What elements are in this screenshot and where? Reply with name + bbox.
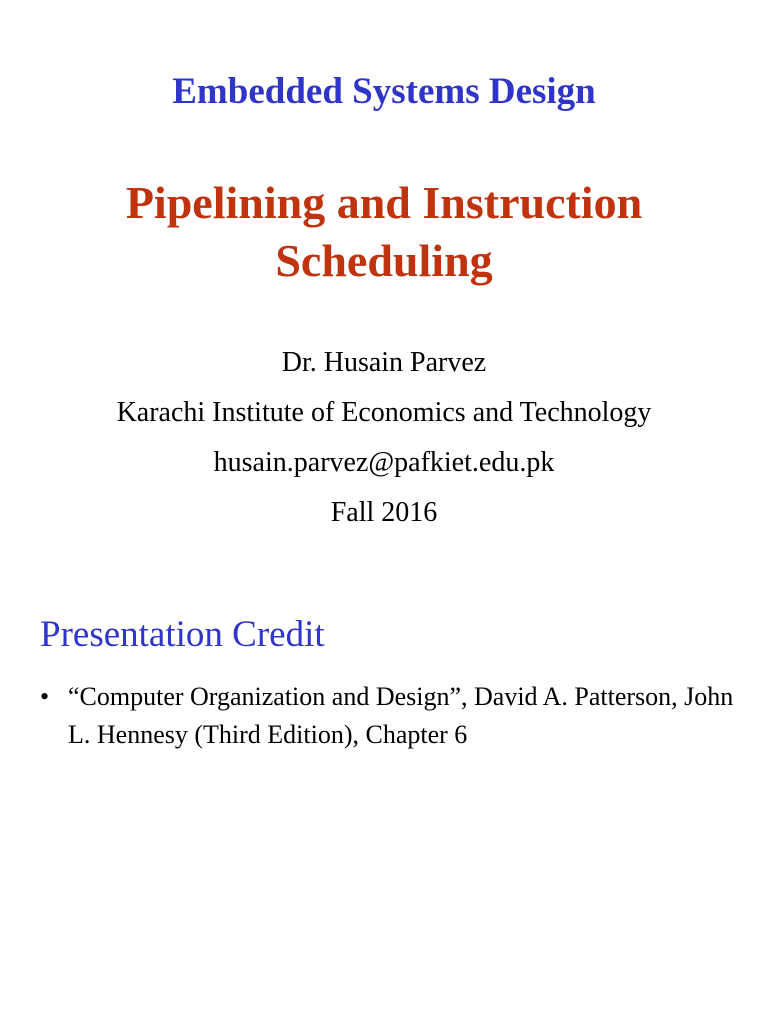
course-title: Embedded Systems Design [172,71,596,112]
credit-list [40,678,740,754]
lecture-title: Pipelining and Instruction Scheduling [125,177,643,286]
author-email: husain.parvez@pafkiet.edu.pk [213,447,555,478]
credit-item [40,678,740,754]
author-term: Fall 2016 [330,497,438,528]
credit-item-text: “Computer Organization and Design”, David A. Patterson, John L. Hennesy (Third Edition), Chapter 6 [68,682,734,749]
author-block [0,338,768,538]
credit-heading: Presentation Credit [40,614,325,655]
bullet-icon: • [40,682,50,711]
author-institution: Karachi Institute of Economics and Technology [116,397,652,428]
author-name: Dr. Husain Parvez [281,347,487,378]
